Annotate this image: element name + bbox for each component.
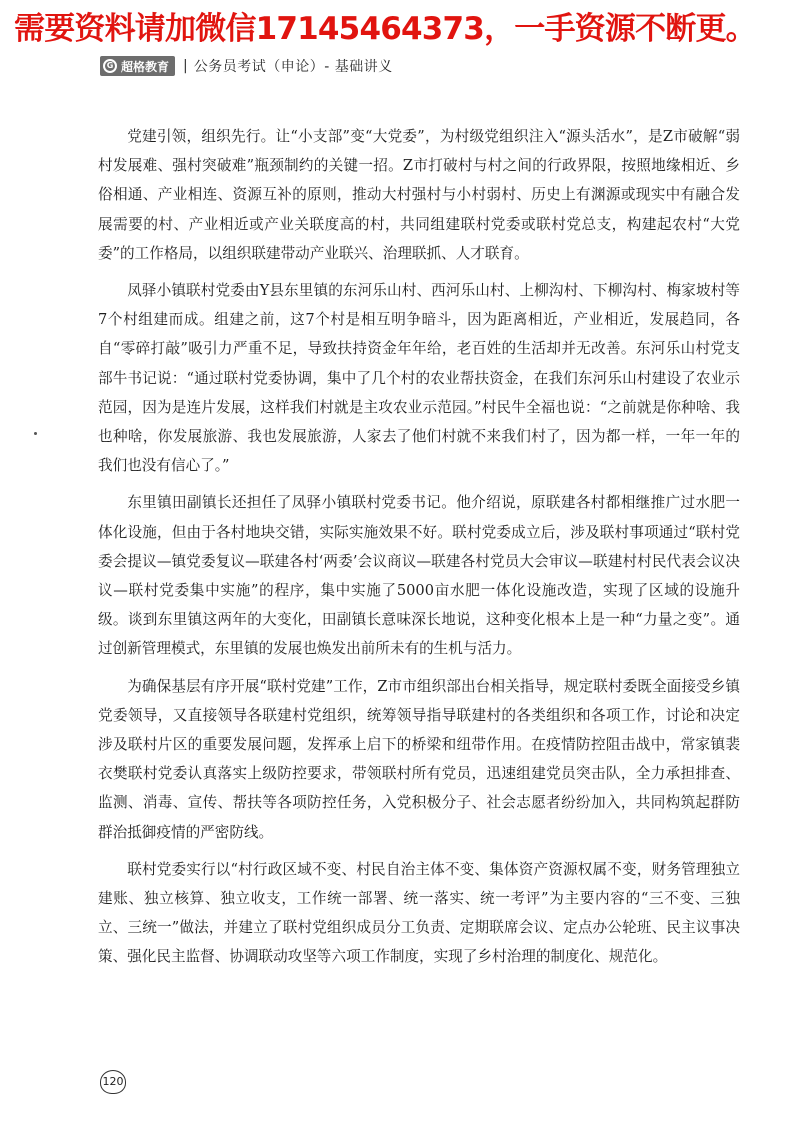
header-separator: | [183, 58, 188, 74]
header-title: 公务员考试（申论）- 基础讲义 [193, 59, 393, 75]
publisher-logo [100, 56, 175, 76]
page-header [100, 53, 393, 79]
page-number: 120 [100, 1070, 126, 1094]
body-text [98, 122, 740, 980]
scan-speck [34, 432, 37, 435]
paragraph-1: 党建引领，组织先行。让“小支部”变“大党委”，为村级党组织注入“源头活水”，是Z市破解“弱村发展难、强村突破难”瓶颈制约的关键一招。Z市打破村与村之间的行政界限，按照地缘相近、乡俗相通、产业相连、资源互补的原则，推动大村强村与小村弱村、历史上有渊源或现实中有融合发展需要的村、产业相近或产业关联度高的村，共同组建联村党委或联村党总支，构建起农村“大党委”的工作格局，以组织联建带动产业联兴、治理联抓、人才联育。 [98, 128, 740, 262]
logo-text: 超格教育 [121, 59, 170, 74]
logo-mark-icon: G [103, 59, 117, 73]
promo-banner: 需要资料请加微信17145464373，一手资源不断更。 [14, 11, 756, 47]
paragraph-2: 凤驿小镇联村党委由Y县东里镇的东河乐山村、西河乐山村、上柳沟村、下柳沟村、梅家坡村等7个村组建而成。组建之前，这7个村是相互明争暗斗，因为距离相近，产业相近，发展趋同，各自“零碎打敲”吸引力严重不足，导致扶持资金年年给，老百姓的生活却并无改善。东河乐山村党支部牛书记说：“通过联村党委协调，集中了几个村的农业帮扶资金，在我们东河乐山村建设了农业示范园，因为是连片发展，这样我们村就是主攻农业示范园。”村民牛全福也说：“之前就是你种啥、我也种啥，你发展旅游、我也发展旅游，人家去了他们村就不来我们村了，因为都一样，一年一年的我们也没有信心了。” [98, 282, 740, 475]
paragraph-5: 联村党委实行以“村行政区域不变、村民自治主体不变、集体资产资源权属不变，财务管理独立建账、独立核算、独立收支，工作统一部署、统一落实、统一考评”为主要内容的“三不变、三独立、三统一”做法，并建立了联村党组织成员分工负责、定期联席会议、定点办公轮班、民主议事决策、强化民主监督、协调联动攻坚等六项工作制度，实现了乡村治理的制度化、规范化。 [98, 860, 740, 966]
paragraph-3: 东里镇田副镇长还担任了凤驿小镇联村党委书记。他介绍说，原联建各村都相继推广过水肥一体化设施，但由于各村地块交错，实际实施效果不好。联村党委成立后，涉及联村事项通过“联村党委会提议—镇党委复议—联建各村‘两委’会议商议—联建各村党员大会审议—联建村村民代表会议决议—联村党委集中实施”的程序，集中实施了5000亩水肥一体化设施改造，实现了区域的设施升级。谈到东里镇这两年的大变化，田副镇长意味深长地说，这种变化根本上是一种“力量之变”。通过创新管理模式，东里镇的发展也焕发出前所未有的生机与活力。 [98, 494, 740, 658]
paragraph-4: 为确保基层有序开展“联村党建”工作，Z市市组织部出台相关指导，规定联村委既全面接受乡镇党委领导，又直接领导各联建村党组织，统筹领导指导联建村的各类组织和各项工作，讨论和决定涉及联村片区的重要发展问题，发挥承上启下的桥梁和纽带作用。在疫情防控阻击战中，常家镇裴衣樊联村党委认真落实上级防控要求，带领联村所有党员，迅速组建党员突击队，全力承担排查、监测、消毒、宣传、帮扶等各项防控任务，入党积极分子、社会志愿者纷纷加入，共同构筑起群防群治抵御疫情的严密防线。 [98, 677, 740, 841]
